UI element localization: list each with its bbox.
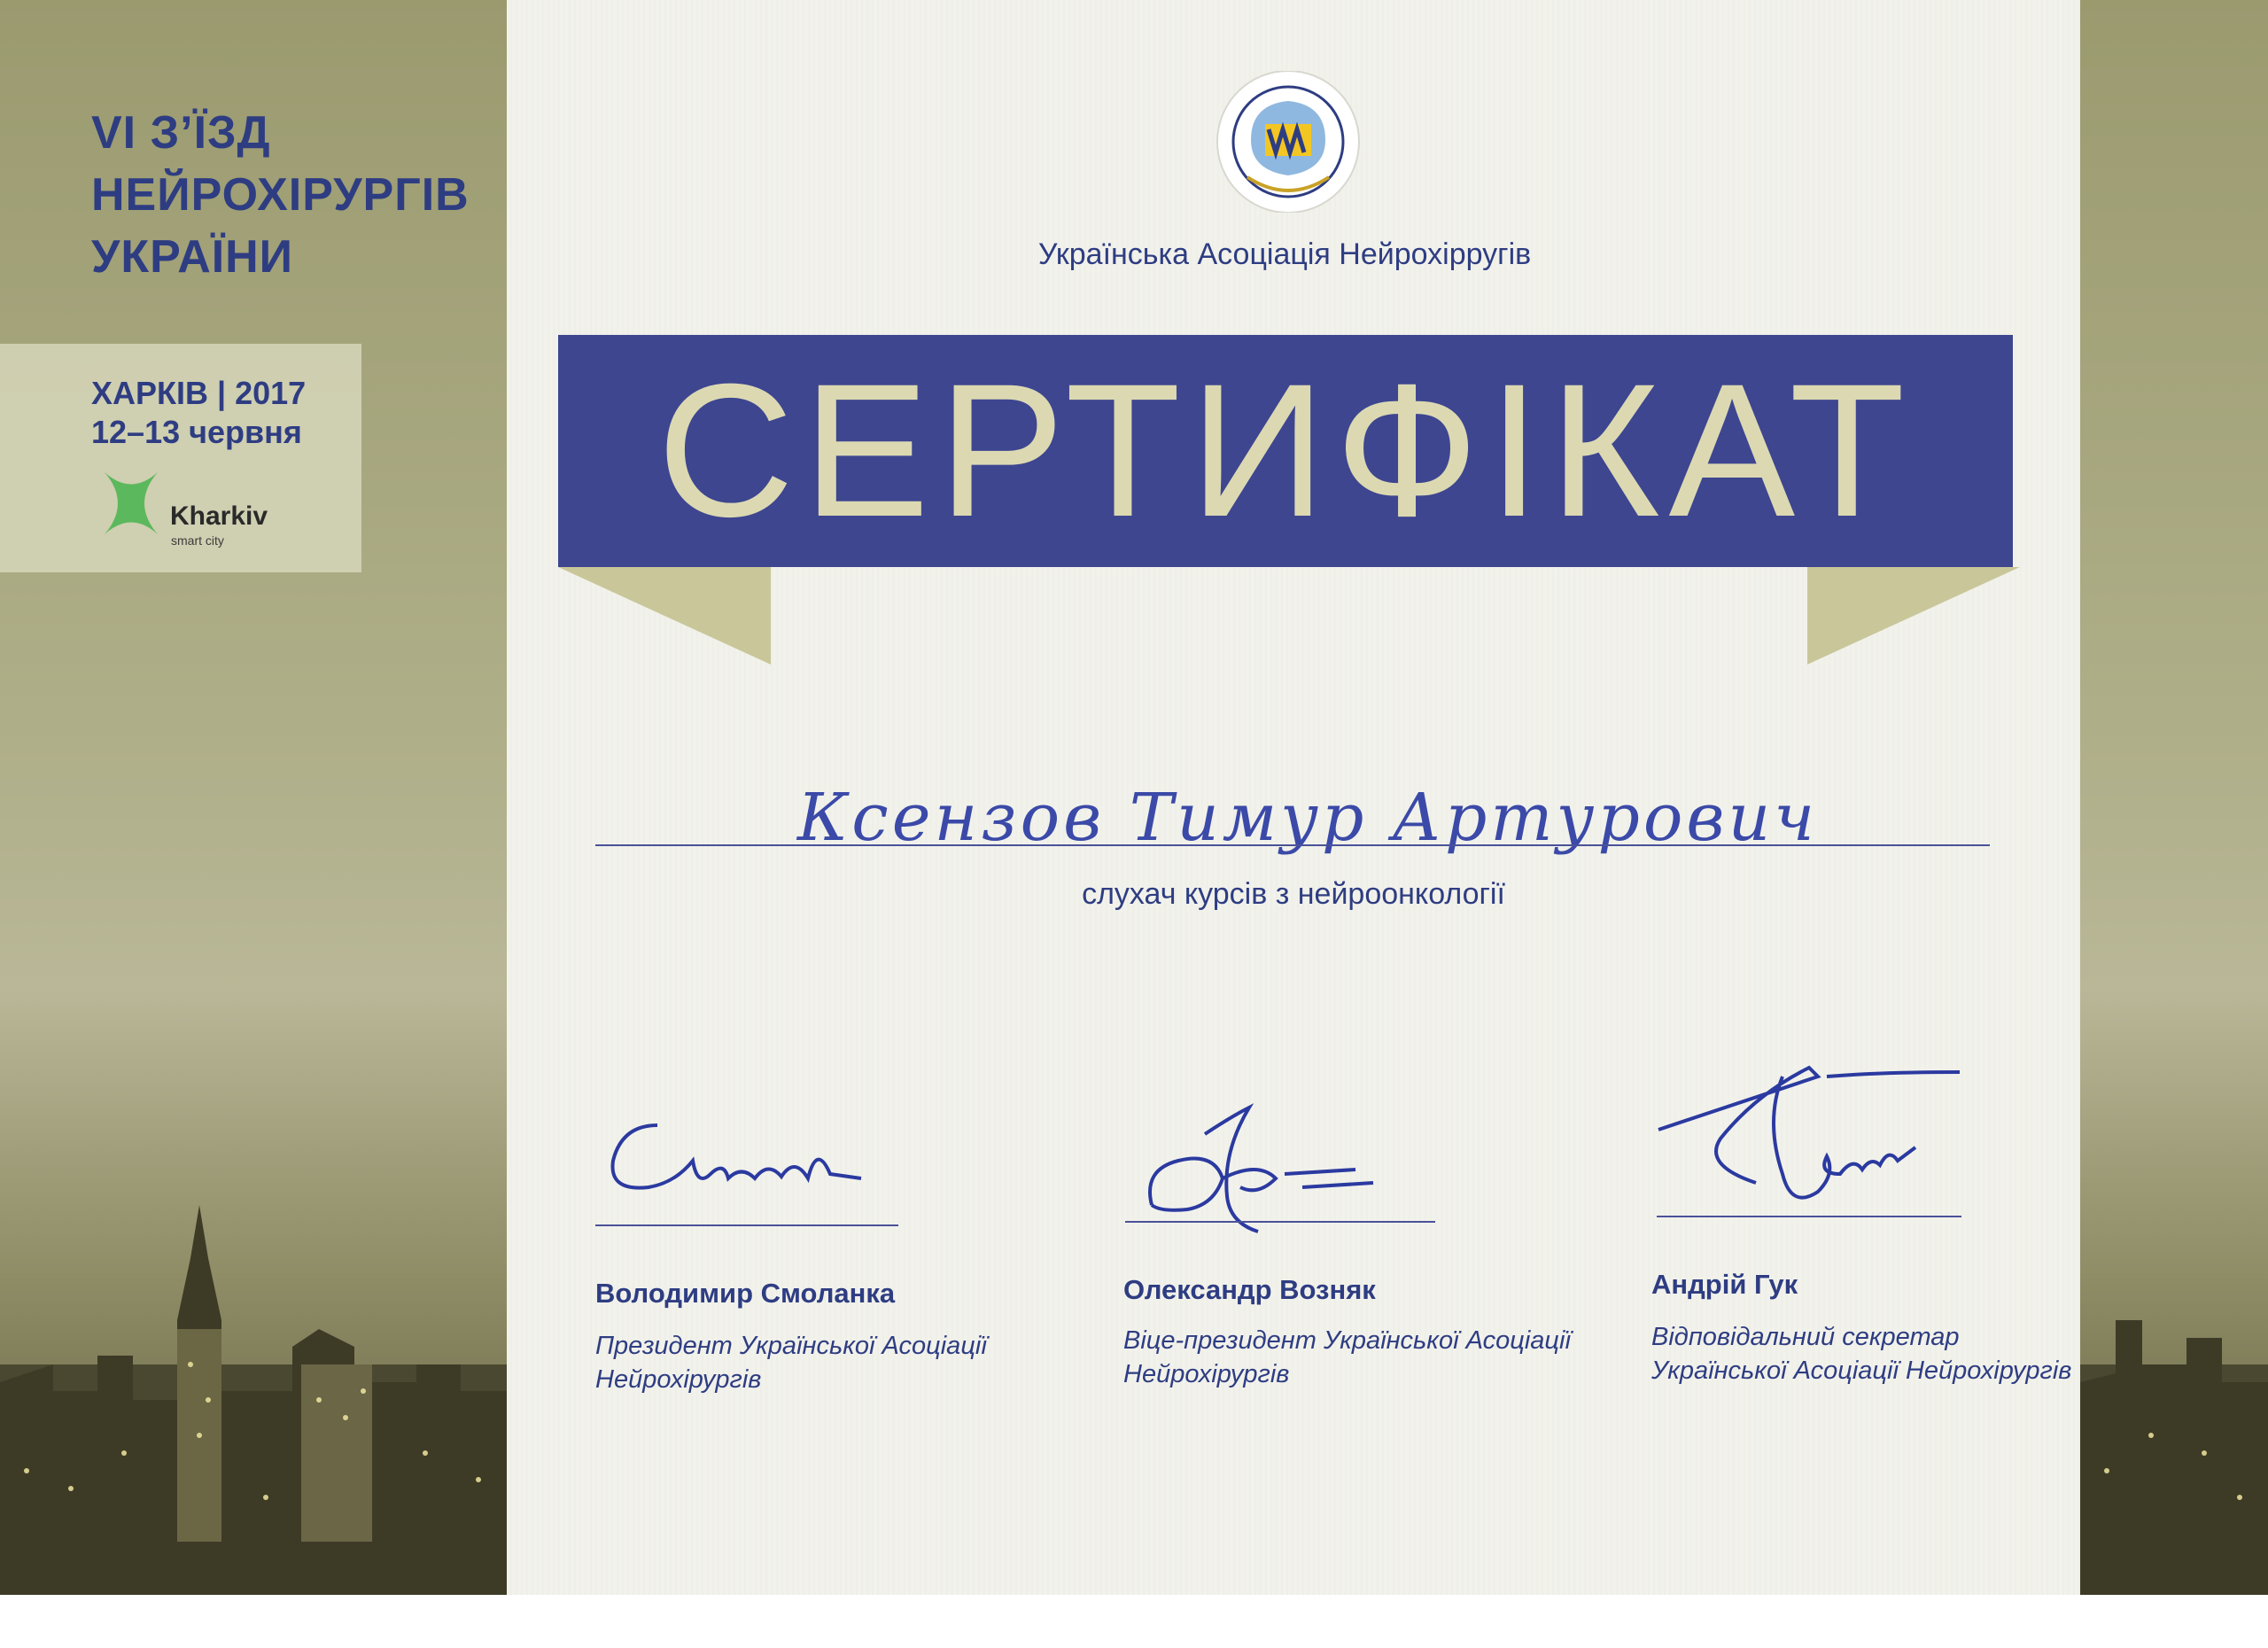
scan-margin — [0, 1595, 2268, 1648]
signatory-role-line: Відповідальний секретар — [1651, 1323, 1960, 1351]
signatory-name-3: Андрій Гук — [1651, 1269, 1798, 1300]
right-decorative-panel — [2080, 0, 2268, 1595]
recipient-role: слухач курсів з нейроонкології — [1082, 877, 1505, 911]
city-brand: Kharkiv — [170, 501, 268, 531]
signatory-role-line: Президент Української Асоціації — [595, 1332, 987, 1360]
signatory-name-1: Володимир Смоланка — [595, 1278, 896, 1309]
signature-line-1 — [595, 1224, 898, 1226]
recipient-name: Ксензов Тимур Артурович — [797, 780, 1819, 856]
congress-title-line: VI З’ЇЗД — [91, 107, 271, 159]
event-place-date — [91, 374, 306, 452]
certificate-banner — [558, 335, 2013, 567]
congress-title-line: НЕЙРОХІРУРГІВ — [91, 169, 470, 221]
recipient-underline — [595, 844, 1990, 846]
signatory-name-2: Олександр Возняк — [1123, 1274, 1376, 1305]
signatory-role-line: Нейрохірургів — [595, 1365, 762, 1394]
signatory-role-2 — [1123, 1324, 1571, 1391]
congress-title — [91, 102, 499, 288]
event-dates: 12–13 червня — [91, 414, 302, 450]
signatory-role-line: Нейрохірургів — [1123, 1360, 1290, 1388]
signature-line-2 — [1125, 1221, 1435, 1223]
signature-image-1 — [595, 1090, 897, 1223]
city-year: ХАРКІВ | 2017 — [91, 375, 307, 411]
city-skyline-image-right — [2080, 1099, 2268, 1595]
signature-image-2 — [1125, 1099, 1444, 1249]
signatory-role-line: Української Асоціації Нейрохірургів — [1651, 1356, 2072, 1385]
certificate-title: СЕРТИФІКАТ — [656, 345, 1915, 556]
city-skyline-image — [0, 1099, 507, 1595]
signatory-role-line: Віце-президент Української Асоціації — [1123, 1326, 1571, 1355]
association-name: Українська Асоціація Нейрохірругів — [1037, 237, 1532, 271]
congress-title-line: УКРАЇНИ — [91, 231, 294, 283]
association-emblem-icon — [1212, 71, 1364, 213]
signature-line-3 — [1657, 1216, 1961, 1217]
signatory-role-3 — [1651, 1320, 2071, 1388]
signatory-role-1 — [595, 1329, 987, 1396]
city-tagline: smart city — [171, 533, 224, 548]
